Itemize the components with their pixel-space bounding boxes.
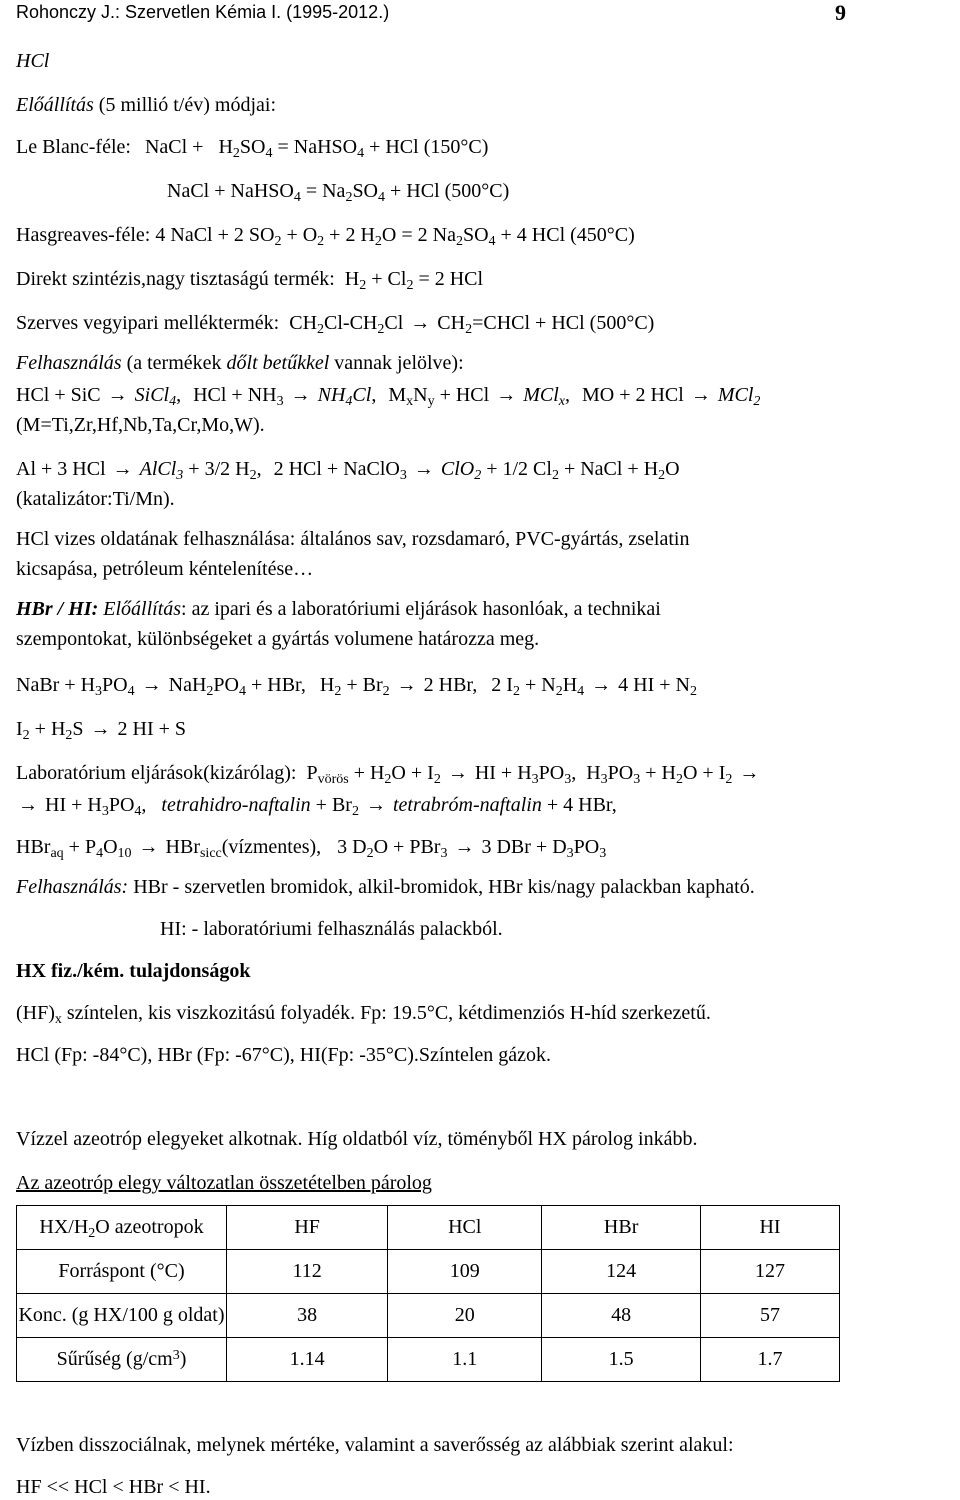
tetrabromo-naftalin: tetrabróm-naftalin [392,794,542,816]
table-cell: 1.1 [388,1338,542,1382]
row-label: Sűrűség $(g/cm^3)$ [17,1338,227,1382]
col-header: HI [701,1206,840,1250]
col-header: HBr [542,1206,701,1250]
lab-procedures: Laboratórium eljárások(kizárólag): $P_{vörös} + H_2O + I_2$ → HI + $H_3PO_3$, $H_3PO_3 + H_2O + I_2$ → [16,762,760,787]
hcl-use-label: Felhasználás [16,352,122,374]
hbr-use [16,874,755,900]
metals-list: (M=Ti,Zr,Hf,Nb,Ta,Cr,Mo,W). [16,414,265,436]
hbr-hi-reactions-1: NaBr + $H_3PO_4 \to NaH_2PO_4$ + HBr, $H_2 + Br_2 \to 2$ HBr, 2 $I_2 + N_2H_4 \to 4$ HI + $N_2$ [16,674,697,699]
hi-use: HI: - laboratóriumi felhasználás palackból. [160,918,503,940]
hcl-use-reactions: HCl + SiC → SiCl$_4$, HCl + $NH_3 \to NH_4Cl$, $M_xN_y$ + HCl → MCl$_x$, MO + 2 HCl → MCl$_2$ [16,384,761,409]
density-label-text: Sűrűség (g/cm [56,1348,173,1370]
azeotrope-table [16,1205,840,1382]
hbr-hi-prep [16,596,661,622]
table-cell: 112 [227,1250,388,1294]
anhydrous-reaction: $HBr_{aq} + P_4O_{10}$ → HBr$_{sicc}$(vízmentes), 3 $D_2O + PBr_3 \to 3$ DBr + $D_3PO_3$ [16,836,607,861]
hcl-use-heading [16,350,464,376]
table-row [17,1294,840,1338]
page-number: 9 [835,0,846,25]
hbr-hi-prep-label: Előállítás [103,598,182,620]
hbr-use-text: HBr - szervetlen bromidok, alkil-bromidok, HBr kis/nagy palackban kapható. [128,876,755,898]
table-row [17,1338,840,1382]
hbr-hi-prep-text: : az ipari és a laboratóriumi eljárások hasonlóak, a technikai [181,598,661,620]
col-header: HCl [388,1206,542,1250]
table-cell: 48 [542,1294,701,1338]
hbr-hi-prep-2: szempontokat, különbségeket a gyártás volumene határozza meg. [16,628,540,650]
lab-label: Laboratórium eljárások(kizárólag): [16,762,297,784]
hbr-use-label: Felhasználás: [16,876,129,898]
table-cell: 38 [227,1294,388,1338]
use-note-1: (a termékek [121,352,227,374]
hcl-aq-use-1: HCl vizes oldatának felhasználása: általános sav, rozsdamaró, PVC-gyártás, zselatin [16,528,690,550]
hcl-aq-use-2: kicsapása, petróleum kéntelenítése… [16,558,314,580]
table-cell: 1.7 [701,1338,840,1382]
acidity-order: HF << HCl < HBr < HI. [16,1476,211,1498]
hf-prop-text: színtelen, kis viszkozitású folyadék. Fp: 19.5°C, kétdimenziós H-híd szerkezetű. [61,1002,711,1024]
azeotrope-note-2: Az azeotróp elegy változatlan összetételben párolog [16,1172,432,1194]
header-label-tail: O azeotropok [95,1216,204,1238]
table-cell: 127 [701,1250,840,1294]
table-cell: 109 [388,1250,542,1294]
header-label-text: HX/H [39,1216,89,1238]
use-note-2: vannak jelölve): [329,352,464,374]
hcl-prep-label: Előállítás [16,94,94,116]
hcl-redox-reactions: Al + 3 HCl → AlCl$_3$ + 3/2 $H_2$, 2 HCl + NaClO$_3$ → ClO$_2$ + 1/2 $Cl_2$ + NaCl + $H_2O$ [16,458,680,483]
hcl-prep-heading [16,92,276,118]
hasgreaves-equation: Hasgreaves-féle: 4 NaCl + 2 $SO_2 + O_2 + 2$ $H_2O = 2$ $Na_2SO_4 + 4$ HCl (450°C) [16,224,635,249]
catalyst-note: (katalizátor:Ti/Mn). [16,488,175,510]
anhydrous-label: (vízmentes), [221,836,322,858]
hasgreaves-label: Hasgreaves-féle: [16,224,151,246]
row-label: Konc. (g HX/100 g oldat) [17,1294,227,1338]
hbr-hi-reactions-2: $I_2 + H_2S \to 2$ HI + S [16,718,187,743]
table-cell: 124 [542,1250,701,1294]
use-note-italic: dőlt betűkkel [226,352,330,374]
table-cell: 20 [388,1294,542,1338]
tetrahydro-naftalin: tetrahidro-naftalin [161,794,311,816]
leblanc-label: Le Blanc-féle: [16,136,131,158]
table-cell: 1.14 [227,1338,388,1382]
table-row [17,1250,840,1294]
dissociation-note: Vízben disszociálnak, melynek mértéke, valamint a saverősség az alábbiak szerint alakul: [16,1434,734,1456]
table-header-label: $HX/H_2O$ azeotropok [17,1206,227,1250]
direct-label: Direkt szintézis,nagy tisztaságú termék: [16,268,335,290]
lab-procedures-2: → HI + $H_3PO_4$, tetrahidro-naftalin + $Br_2$ → tetrabróm-naftalin + 4 HBr, [18,794,617,819]
row-label: Forráspont (°C) [17,1250,227,1294]
boiling-points: HCl (Fp: -84°C), HBr (Fp: -67°C), HI(Fp: -35°C).Színtelen gázok. [16,1044,552,1066]
col-header: HF [227,1206,388,1250]
table-cell: 1.5 [542,1338,701,1382]
table-cell: 57 [701,1294,840,1338]
organic-byproduct: Szerves vegyipari melléktermék: $CH_2Cl-CH_2Cl$ → $CH_2=CHCl$ + HCl (500°C) [16,312,655,337]
azeotrope-note-1: Vízzel azeotróp elegyeket alkotnak. Híg oldatból víz, töményből HX párolog inkább. [16,1128,698,1150]
direct-synthesis: Direkt szintézis,nagy tisztaságú termék: $H_2 + Cl_2 = 2$ HCl [16,268,484,293]
hx-properties-title: HX fiz./kém. tulajdonságok [16,960,251,982]
leblanc-equation-2: NaCl + NaHSO$_4$ = $Na_2SO_4$ + HCl (500°C) [167,180,510,205]
hcl-section-title: HCl [16,50,50,72]
table-header-row [17,1206,840,1250]
organic-label: Szerves vegyipari melléktermék: [16,312,280,334]
running-header: Rohonczy J.: Szervetlen Kémia I. (1995-2012.) [16,2,390,22]
hcl-prep-rest: (5 millió t/év) módjai: [93,94,276,116]
leblanc-equation: Le Blanc-féle: NaCl + $H_2SO_4$ = NaHSO$_4$ + HCl (150°C) [16,136,489,161]
hbr-hi-title: HBr / HI: [16,598,99,620]
hf-properties: $(HF)_x$ színtelen, kis viszkozitású folyadék. Fp: 19.5°C, kétdimenziós H-híd szerkezetű. [16,1002,711,1027]
